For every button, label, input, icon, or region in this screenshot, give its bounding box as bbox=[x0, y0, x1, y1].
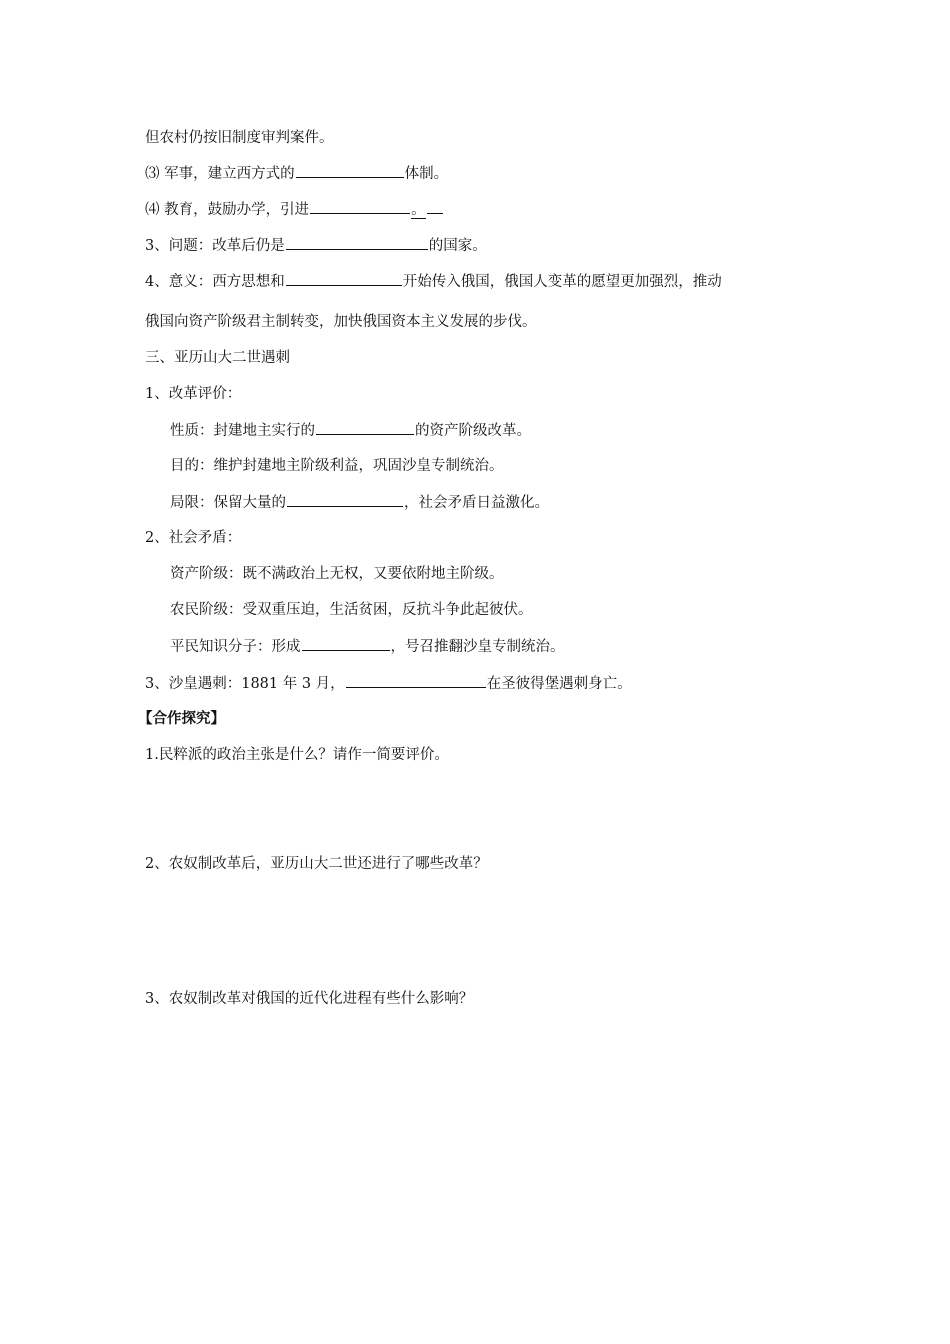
line-text: 性质：封建地主实行的 bbox=[170, 423, 315, 439]
line-text: 体制。 bbox=[404, 166, 449, 182]
fill-blank[interactable] bbox=[346, 673, 486, 688]
text-line-limitation bbox=[170, 492, 549, 513]
text-line-significance bbox=[145, 271, 722, 292]
text-line-nature bbox=[170, 420, 531, 441]
section-heading-cooperative bbox=[138, 709, 225, 729]
question-3 bbox=[145, 989, 473, 1009]
line-text: 俄国向资产阶级君主制转变，加快俄国资本主义发展的步伐。 bbox=[145, 314, 537, 330]
line-text: 局限：保留大量的 bbox=[170, 495, 286, 511]
question-text: 1.民粹派的政治主张是什么？请作一简要评价。 bbox=[145, 747, 449, 763]
line-text: ，号召推翻沙皇专制统治。 bbox=[390, 639, 565, 655]
text-line-peasants bbox=[170, 600, 533, 620]
line-text: 的资产阶级改革。 bbox=[415, 423, 531, 439]
line-text: 。 bbox=[411, 202, 426, 218]
question-1 bbox=[145, 745, 449, 765]
text-line-education bbox=[145, 199, 444, 220]
text-line-1 bbox=[145, 128, 334, 148]
section-heading: 三、亚历山大二世遇刺 bbox=[145, 350, 290, 366]
text-line-intellectuals bbox=[170, 636, 565, 657]
fill-blank-tail bbox=[427, 199, 443, 214]
text-line-bourgeoisie bbox=[170, 564, 504, 584]
line-text: 但农村仍按旧制度审判案件。 bbox=[145, 130, 334, 146]
line-text: 在圣彼得堡遇刺身亡。 bbox=[486, 676, 632, 692]
section-heading-assassination bbox=[145, 348, 290, 368]
text-line-problem bbox=[145, 235, 487, 256]
fill-blank[interactable] bbox=[286, 235, 428, 250]
fill-blank[interactable] bbox=[310, 199, 410, 214]
text-line-tsar-assassination bbox=[145, 673, 632, 694]
line-text: ⑶ 军事，建立西方式的 bbox=[145, 166, 295, 182]
text-line-significance-cont bbox=[145, 312, 537, 332]
line-text: 2、社会矛盾： bbox=[145, 530, 242, 546]
line-text: ⑷ 教育，鼓励办学，引进 bbox=[145, 202, 310, 218]
text-line-evaluation bbox=[145, 384, 241, 404]
line-text: 3、沙皇遇刺：1881 年 3 月， bbox=[145, 676, 345, 692]
question-2 bbox=[145, 854, 488, 874]
fill-blank[interactable] bbox=[316, 420, 414, 435]
section-heading: 【合作探究】 bbox=[138, 710, 225, 727]
text-line-military bbox=[145, 163, 448, 184]
line-text: 1、改革评价： bbox=[145, 386, 242, 402]
line-text: 平民知识分子：形成 bbox=[170, 639, 301, 655]
text-line-contradictions bbox=[145, 528, 241, 548]
text-line-purpose bbox=[170, 456, 504, 476]
fill-blank[interactable] bbox=[287, 492, 403, 507]
fill-blank[interactable] bbox=[286, 271, 402, 286]
question-text: 3、农奴制改革对俄国的近代化进程有些什么影响？ bbox=[145, 991, 474, 1007]
line-text: 4、意义：西方思想和 bbox=[145, 274, 285, 290]
line-text: 的国家。 bbox=[428, 238, 487, 254]
line-text: 3、问题：改革后仍是 bbox=[145, 238, 285, 254]
fill-blank[interactable] bbox=[296, 163, 404, 178]
line-text: 开始传入俄国，俄国人变革的愿望更加强烈，推动 bbox=[402, 274, 722, 290]
line-text: 资产阶级：既不满政治上无权，又要依附地主阶级。 bbox=[170, 566, 504, 582]
line-text: 农民阶级：受双重压迫，生活贫困，反抗斗争此起彼伏。 bbox=[170, 602, 533, 618]
question-text: 2、农奴制改革后，亚历山大二世还进行了哪些改革？ bbox=[145, 856, 488, 872]
line-text: 目的：维护封建地主阶级利益，巩固沙皇专制统治。 bbox=[170, 458, 504, 474]
fill-blank[interactable] bbox=[302, 636, 390, 651]
line-text: ，社会矛盾日益激化。 bbox=[404, 495, 549, 511]
